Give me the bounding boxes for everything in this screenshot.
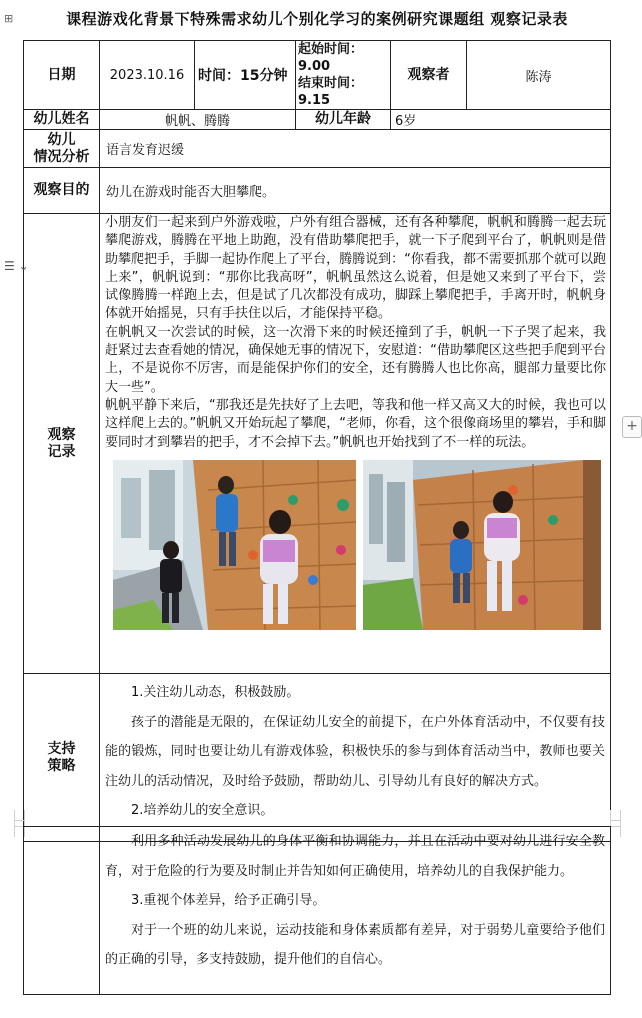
support-item: 孩子的潜能是无限的，在保证幼儿安全的前提下，在户外体育活动中，不仅要有技能的锻炼，同时也要让幼儿有游戏体验，积极快乐的参与到体育活动当中，教师也要关注幼儿的活动情况，及时给予鼓励，帮助幼儿、引导幼儿有良好的解决方式。 bbox=[105, 714, 605, 789]
purpose-value[interactable]: 幼儿在游戏时能否大胆攀爬。 bbox=[100, 168, 611, 214]
child-name-label: 幼儿姓名 bbox=[24, 110, 100, 130]
page-corner-mark bbox=[610, 820, 621, 837]
photo-climbing-wall-2[interactable] bbox=[363, 460, 601, 630]
analysis-value[interactable]: 语言发育迟缓 bbox=[100, 130, 611, 168]
end-time: 结束时间：9.15 bbox=[298, 76, 364, 108]
child-age-label: 幼儿年龄 bbox=[296, 110, 391, 130]
support-strategy-continued[interactable] bbox=[100, 827, 611, 995]
list-toggle-icon[interactable]: ☰ ⌄ bbox=[4, 259, 29, 273]
analysis-label: 幼儿 情况分析 bbox=[24, 130, 100, 168]
child-name-value[interactable]: 帆帆、腾腾 bbox=[100, 110, 296, 130]
page-break bbox=[0, 810, 634, 826]
photo-row bbox=[105, 460, 606, 638]
date-value[interactable]: 2023.10.16 bbox=[100, 41, 195, 110]
page-title: 课程游戏化背景下特殊需求幼儿个别化学习的案例研究课题组 观察记录表 bbox=[66, 10, 568, 28]
observation-paragraph: 帆帆平静下来后，“那我还是先扶好了上去吧，等我和他一样又高又大的时候，我也可以这样爬上去的。”帆帆又开始玩起了攀爬，“老师，你看，这个很像商场里的攀岩，手和脚要同时才到攀岩的把手，才不会掉下去。”帆帆也开始找到了不一样的玩法。 bbox=[105, 397, 606, 450]
support-item: 2.培养幼儿的安全意识。 bbox=[131, 803, 274, 818]
support-item: 对于一个班的幼儿来说，运动技能和身体素质都有差异，对于弱势儿童要给予他们的正确的引导，多支持鼓励，提升他们的自信心。 bbox=[105, 922, 605, 967]
photo-climbing-wall-1[interactable] bbox=[113, 460, 356, 630]
observation-label: 观察 记录 bbox=[24, 214, 100, 674]
observer-label: 观察者 bbox=[391, 41, 467, 110]
support-item: 3.重视个体差异，给予正确引导。 bbox=[131, 893, 326, 908]
observation-table bbox=[23, 40, 611, 842]
observation-paragraph: 小朋友们一起来到户外游戏啦，户外有组合器械，还有各种攀爬，帆帆和腾腾一起去玩攀爬游戏，腾腾在平地上助跑，没有借助攀爬把手，就一下子爬到平台了，帆帆则是借助攀爬把手，手脚一起协作爬上了平台，腾腾说到：“你看我，都不需要抓那个就可以跑上来”，帆帆说到：“那你比我高呀”，帆帆虽然这么说着，但是她又来到了平台下，尝试像腾腾一样跑上去，但是试了几次都没有成功，脚踩上攀爬把手，手离开时，帆帆身体就开始摇晃，只有手扶住以后，才能保持平稳。 bbox=[105, 215, 606, 322]
duration-value[interactable]: 时间：15分钟 bbox=[195, 41, 296, 110]
date-label: 日期 bbox=[24, 41, 100, 110]
observation-record[interactable] bbox=[100, 214, 611, 674]
child-age-value[interactable]: 6岁 bbox=[391, 110, 611, 130]
observation-table-continued bbox=[23, 826, 611, 995]
support-label-continued bbox=[24, 827, 100, 995]
purpose-label: 观察目的 bbox=[24, 168, 100, 214]
support-item: 1.关注幼儿动态，积极鼓励。 bbox=[131, 685, 300, 700]
add-row-button[interactable]: + bbox=[622, 416, 642, 438]
support-item: 利用多种活动发展幼儿的身体平衡和协调能力，并且在活动中要对幼儿进行安全教育，对于危险的行为要及时制止并告知如何正确使用，培养幼儿的自我保护能力。 bbox=[105, 834, 605, 879]
start-time: 起始时间：9.00 bbox=[298, 42, 364, 74]
table-anchor-icon[interactable]: ⊞ bbox=[4, 12, 14, 25]
observation-paragraph: 在帆帆又一次尝试的时候，这一次滑下来的时候还撞到了手，帆帆一下子哭了起来，我赶紧过去查看她的情况，确保她无事的情况下，安慰道：“借助攀爬区这些把手爬到平台上，不是说你不厉害，而是能保护你们的安全，还有腾腾人也比你高，腿部力量要比你大一些”。 bbox=[105, 324, 606, 395]
observer-value[interactable]: 陈涛 bbox=[467, 41, 611, 110]
time-range[interactable] bbox=[296, 41, 391, 110]
support-label: 支持 策略 bbox=[24, 674, 100, 842]
